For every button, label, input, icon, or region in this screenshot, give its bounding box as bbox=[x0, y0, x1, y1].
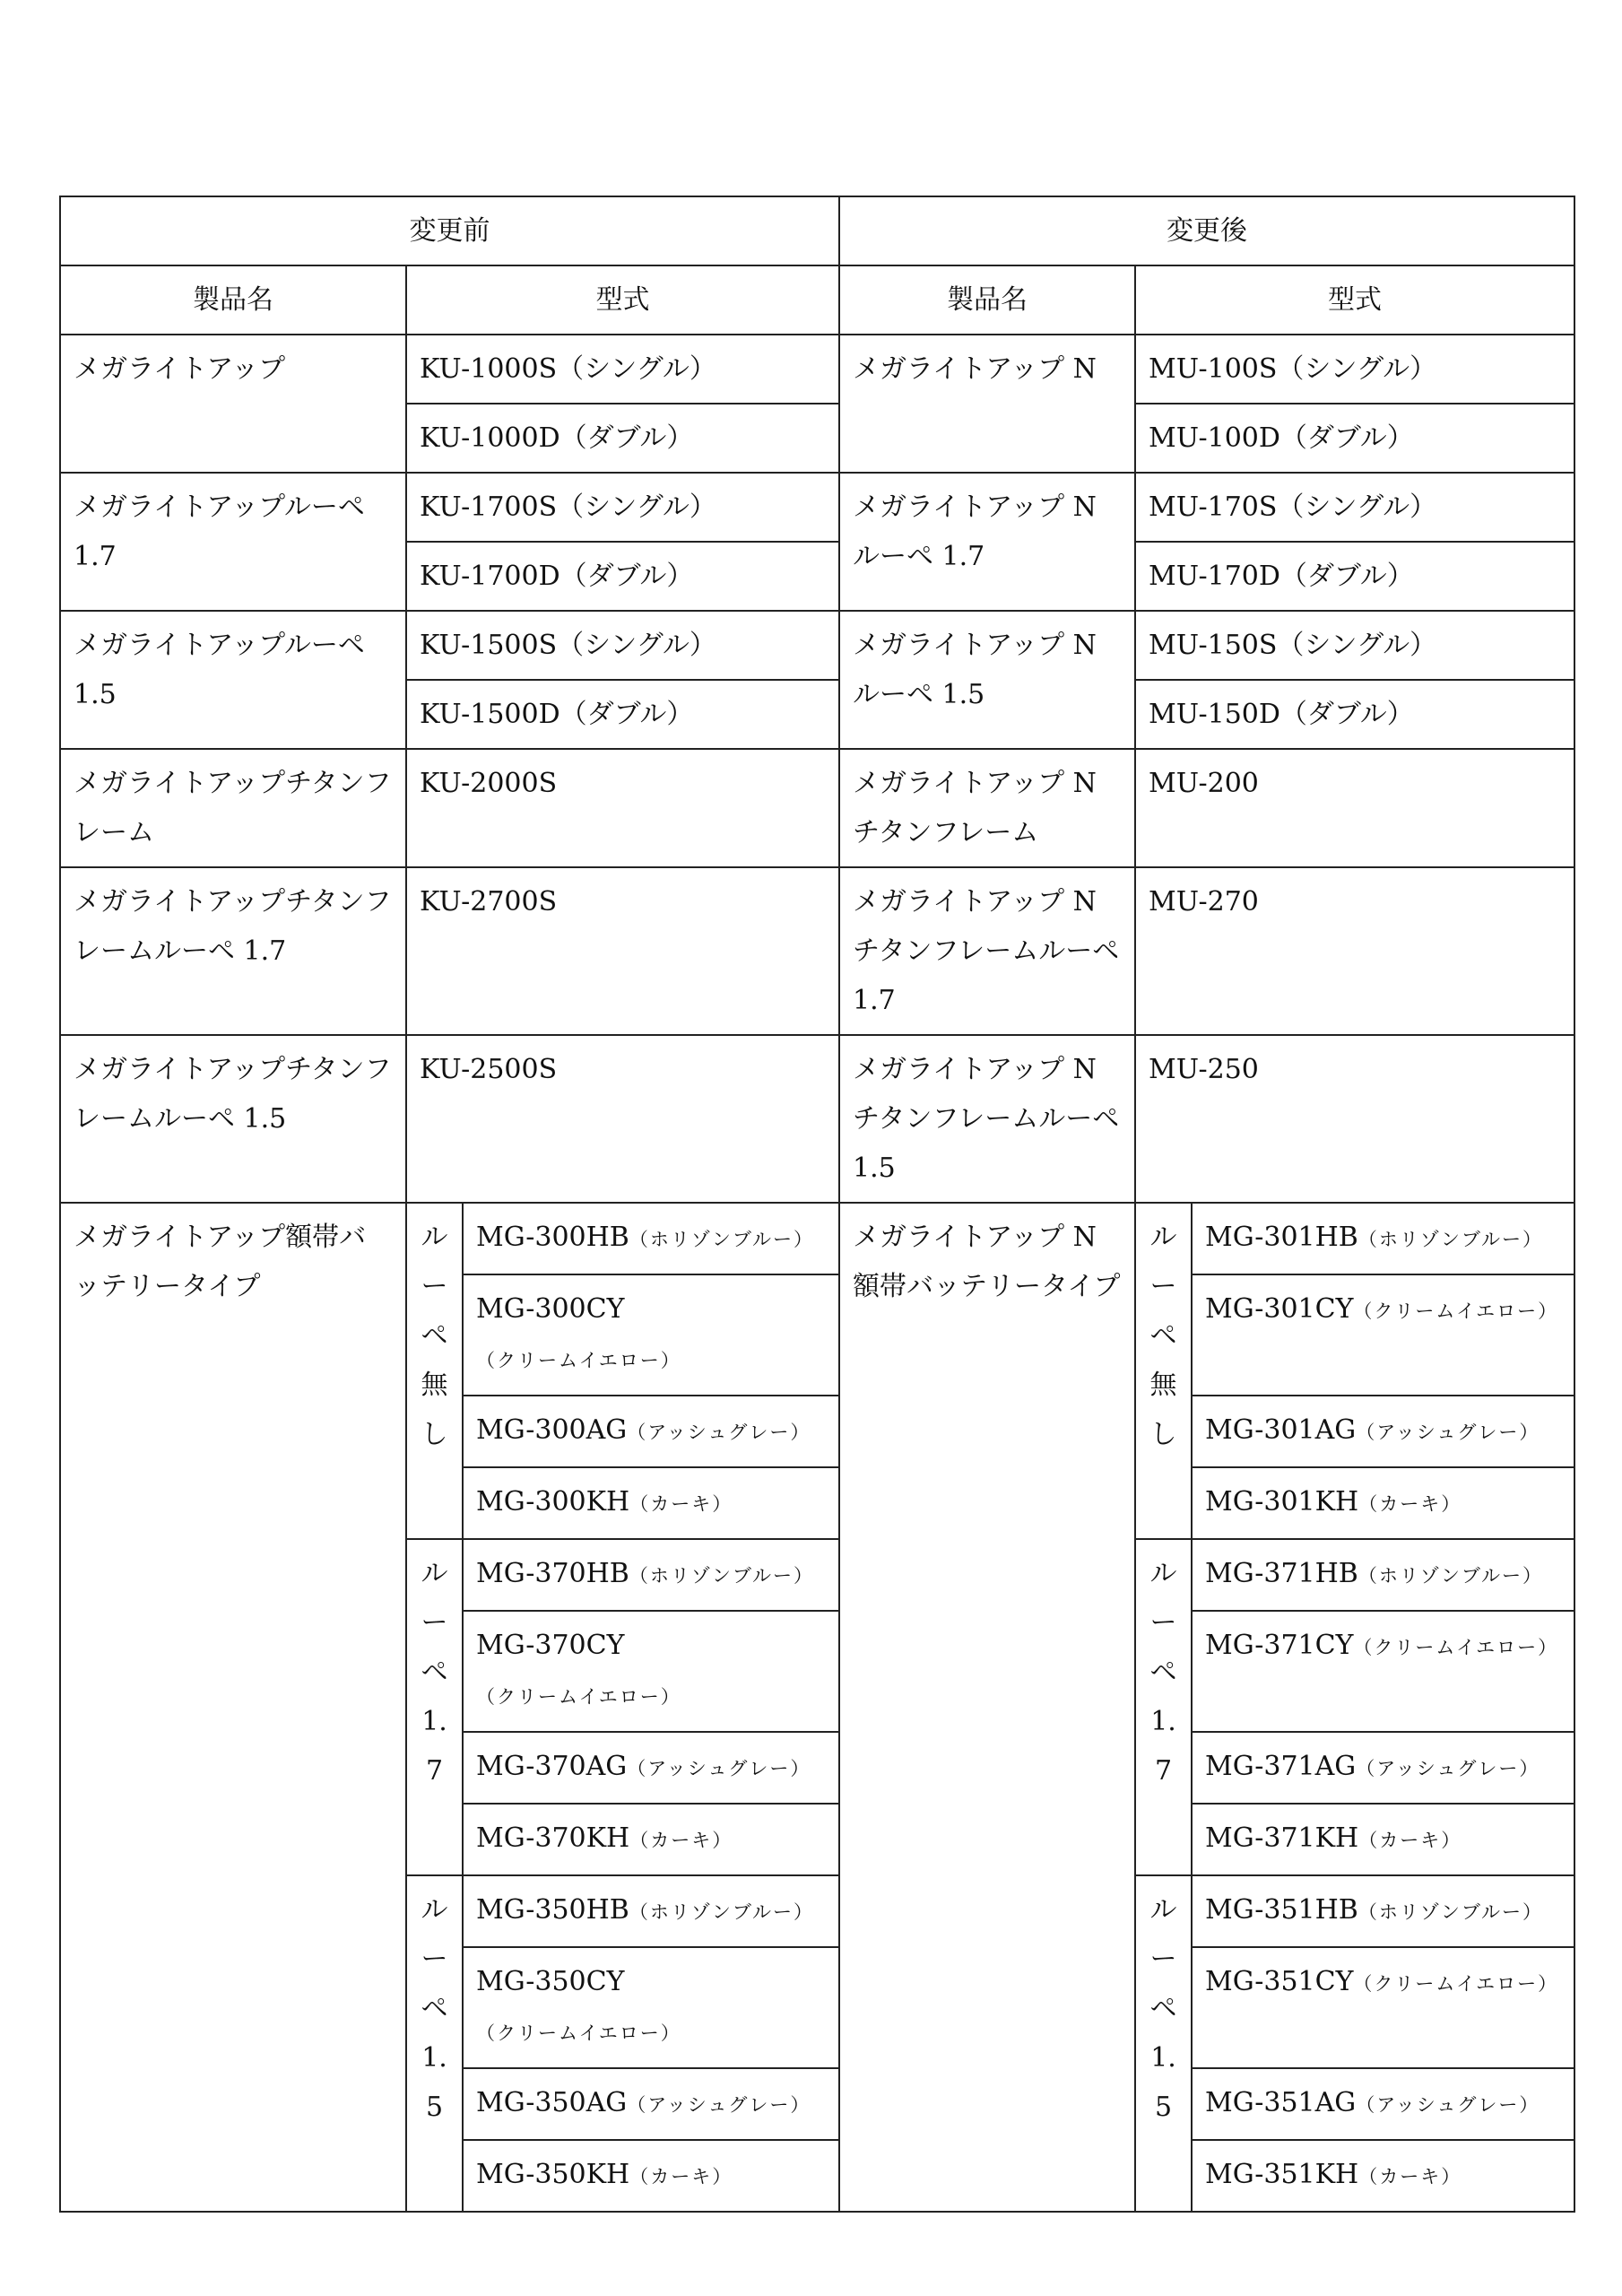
before-product-name: メガライトアップルーペ 1.5 bbox=[60, 611, 406, 749]
after-model: MU-150S（シングル） bbox=[1135, 611, 1574, 680]
color-note: （カーキ） bbox=[1358, 1493, 1462, 1515]
color-note: （クリームイエロー） bbox=[476, 2022, 681, 2044]
model-code: MG-371HB bbox=[1205, 1558, 1358, 1589]
model-code: MG-301CY bbox=[1205, 1293, 1354, 1325]
table-row bbox=[60, 867, 1574, 1035]
before-model: KU-2500S bbox=[406, 1035, 839, 1203]
model-code: MG-371AG bbox=[1205, 1751, 1357, 1782]
after-product-name: メガライトアップ N ルーペ 1.7 bbox=[839, 473, 1135, 611]
headband-after-product-name: メガライトアップ N 額帯バッテリータイプ bbox=[839, 1203, 1135, 2212]
headband-before-model bbox=[463, 1203, 839, 1274]
lens-label-before: ルーペ無し bbox=[406, 1203, 463, 1539]
headband-before-model bbox=[463, 1804, 839, 1875]
before-model: KU-1000D（ダブル） bbox=[406, 404, 839, 473]
headband-before-model bbox=[463, 2068, 839, 2140]
headband-before-model bbox=[463, 1947, 839, 2068]
color-note: （クリームイエロー） bbox=[476, 1686, 681, 1708]
headband-after-model bbox=[1192, 1203, 1574, 1274]
headband-after-model bbox=[1192, 1804, 1574, 1875]
model-code: MG-351AG bbox=[1205, 2087, 1357, 2118]
color-note: （ホリゾンブルー） bbox=[629, 1229, 815, 1250]
color-note: （クリームイエロー） bbox=[1353, 1973, 1559, 1995]
headband-after-model bbox=[1192, 1396, 1574, 1467]
model-code: MG-300CY bbox=[476, 1293, 625, 1325]
model-change-table bbox=[59, 196, 1575, 2213]
headband-after-model bbox=[1192, 1611, 1574, 1732]
color-note: （クリームイエロー） bbox=[1353, 1637, 1559, 1658]
before-model: KU-1500S（シングル） bbox=[406, 611, 839, 680]
color-note: （クリームイエロー） bbox=[1353, 1300, 1559, 1322]
before-model: KU-1500D（ダブル） bbox=[406, 680, 839, 749]
headband-before-product-name: メガライトアップ額帯バッテリータイプ bbox=[60, 1203, 406, 2212]
after-product-name: メガライトアップ N チタンフレーム bbox=[839, 749, 1135, 867]
after-model: MU-150D（ダブル） bbox=[1135, 680, 1574, 749]
after-model: MU-100S（シングル） bbox=[1135, 335, 1574, 404]
headband-after-model bbox=[1192, 1947, 1574, 2068]
model-code: MG-350AG bbox=[476, 2087, 628, 2118]
header-after: 変更後 bbox=[839, 196, 1574, 265]
color-note: （ホリゾンブルー） bbox=[629, 1565, 815, 1587]
lens-label-after: ルーペ1.5 bbox=[1135, 1875, 1192, 2212]
color-note: （カーキ） bbox=[629, 1830, 733, 1851]
before-model: KU-1700D（ダブル） bbox=[406, 542, 839, 611]
model-code: MG-370KH bbox=[476, 1822, 630, 1854]
after-product-name: メガライトアップ N bbox=[839, 335, 1135, 473]
model-code: MG-301KH bbox=[1205, 1486, 1359, 1518]
headband-after-model bbox=[1192, 1274, 1574, 1396]
color-note: （カーキ） bbox=[1358, 2166, 1462, 2187]
table-row bbox=[60, 335, 1574, 404]
model-code: MG-370HB bbox=[476, 1558, 629, 1589]
color-note: （カーキ） bbox=[629, 2166, 733, 2187]
model-code: MG-300AG bbox=[476, 1414, 628, 1446]
model-code: MG-350KH bbox=[476, 2159, 630, 2190]
table-row bbox=[60, 611, 1574, 680]
after-product-name: メガライトアップ N チタンフレームルーペ 1.7 bbox=[839, 867, 1135, 1035]
table-row bbox=[60, 1203, 1574, 1274]
lens-label-before: ルーペ1.5 bbox=[406, 1875, 463, 2212]
headband-before-model bbox=[463, 1539, 839, 1611]
header-product-name-before: 製品名 bbox=[60, 265, 406, 335]
headband-after-model bbox=[1192, 2068, 1574, 2140]
color-note: （アッシュグレー） bbox=[1356, 1758, 1540, 1779]
lens-label-before: ルーペ1.7 bbox=[406, 1539, 463, 1875]
header-before: 変更前 bbox=[60, 196, 839, 265]
model-code: MG-300HB bbox=[476, 1222, 629, 1253]
table-row bbox=[60, 749, 1574, 867]
model-code: MG-301HB bbox=[1205, 1222, 1358, 1253]
before-model: KU-2000S bbox=[406, 749, 839, 867]
headband-before-model bbox=[463, 1611, 839, 1732]
model-code: MG-370AG bbox=[476, 1751, 628, 1782]
lens-label-after: ルーペ1.7 bbox=[1135, 1539, 1192, 1875]
before-product-name: メガライトアップ bbox=[60, 335, 406, 473]
model-code: MG-371CY bbox=[1205, 1630, 1354, 1661]
color-note: （ホリゾンブルー） bbox=[1357, 1229, 1544, 1250]
headband-after-model bbox=[1192, 1875, 1574, 1947]
headband-before-model bbox=[463, 1875, 839, 1947]
model-code: MG-351KH bbox=[1205, 2159, 1359, 2190]
before-model: KU-1700S（シングル） bbox=[406, 473, 839, 542]
color-note: （アッシュグレー） bbox=[627, 2094, 811, 2116]
before-product-name: メガライトアップチタンフレームルーペ 1.7 bbox=[60, 867, 406, 1035]
table-row bbox=[60, 1035, 1574, 1203]
after-model: MU-100D（ダブル） bbox=[1135, 404, 1574, 473]
headband-after-model bbox=[1192, 1539, 1574, 1611]
before-product-name: メガライトアップチタンフレーム bbox=[60, 749, 406, 867]
model-code: MG-371KH bbox=[1205, 1822, 1359, 1854]
color-note: （ホリゾンブルー） bbox=[629, 1901, 815, 1923]
model-code: MG-351HB bbox=[1205, 1894, 1358, 1926]
color-note: （クリームイエロー） bbox=[476, 1350, 681, 1371]
before-product-name: メガライトアップルーペ 1.7 bbox=[60, 473, 406, 611]
before-model: KU-1000S（シングル） bbox=[406, 335, 839, 404]
color-note: （アッシュグレー） bbox=[627, 1422, 811, 1443]
after-model: MU-170S（シングル） bbox=[1135, 473, 1574, 542]
headband-rows bbox=[60, 1203, 1574, 2212]
after-model: MU-270 bbox=[1135, 867, 1574, 1035]
header-product-name-after: 製品名 bbox=[839, 265, 1135, 335]
model-code: MG-350CY bbox=[476, 1966, 625, 1997]
table-row bbox=[60, 473, 1574, 542]
color-note: （ホリゾンブルー） bbox=[1357, 1565, 1544, 1587]
simple-rows bbox=[60, 335, 1574, 1203]
after-model: MU-250 bbox=[1135, 1035, 1574, 1203]
after-model: MU-200 bbox=[1135, 749, 1574, 867]
color-note: （アッシュグレー） bbox=[627, 1758, 811, 1779]
model-code: MG-300KH bbox=[476, 1486, 630, 1518]
color-note: （ホリゾンブルー） bbox=[1357, 1901, 1544, 1923]
header-model-before: 型式 bbox=[406, 265, 839, 335]
after-model: MU-170D（ダブル） bbox=[1135, 542, 1574, 611]
color-note: （アッシュグレー） bbox=[1356, 1422, 1540, 1443]
after-product-name: メガライトアップ N チタンフレームルーペ 1.5 bbox=[839, 1035, 1135, 1203]
color-note: （カーキ） bbox=[1358, 1830, 1462, 1851]
headband-after-model bbox=[1192, 1732, 1574, 1804]
model-code: MG-350HB bbox=[476, 1894, 629, 1926]
headband-after-model bbox=[1192, 2140, 1574, 2212]
before-model: KU-2700S bbox=[406, 867, 839, 1035]
color-note: （カーキ） bbox=[629, 1493, 733, 1515]
before-product-name: メガライトアップチタンフレームルーペ 1.5 bbox=[60, 1035, 406, 1203]
model-code: MG-301AG bbox=[1205, 1414, 1357, 1446]
header-model-after: 型式 bbox=[1135, 265, 1574, 335]
color-note: （アッシュグレー） bbox=[1356, 2094, 1540, 2116]
headband-before-model bbox=[463, 1274, 839, 1396]
headband-before-model bbox=[463, 2140, 839, 2212]
headband-after-model bbox=[1192, 1467, 1574, 1539]
headband-before-model bbox=[463, 1732, 839, 1804]
model-code: MG-351CY bbox=[1205, 1966, 1354, 1997]
lens-label-after: ルーペ無し bbox=[1135, 1203, 1192, 1539]
model-code: MG-370CY bbox=[476, 1630, 625, 1661]
headband-before-model bbox=[463, 1396, 839, 1467]
headband-before-model bbox=[463, 1467, 839, 1539]
after-product-name: メガライトアップ N ルーペ 1.5 bbox=[839, 611, 1135, 749]
